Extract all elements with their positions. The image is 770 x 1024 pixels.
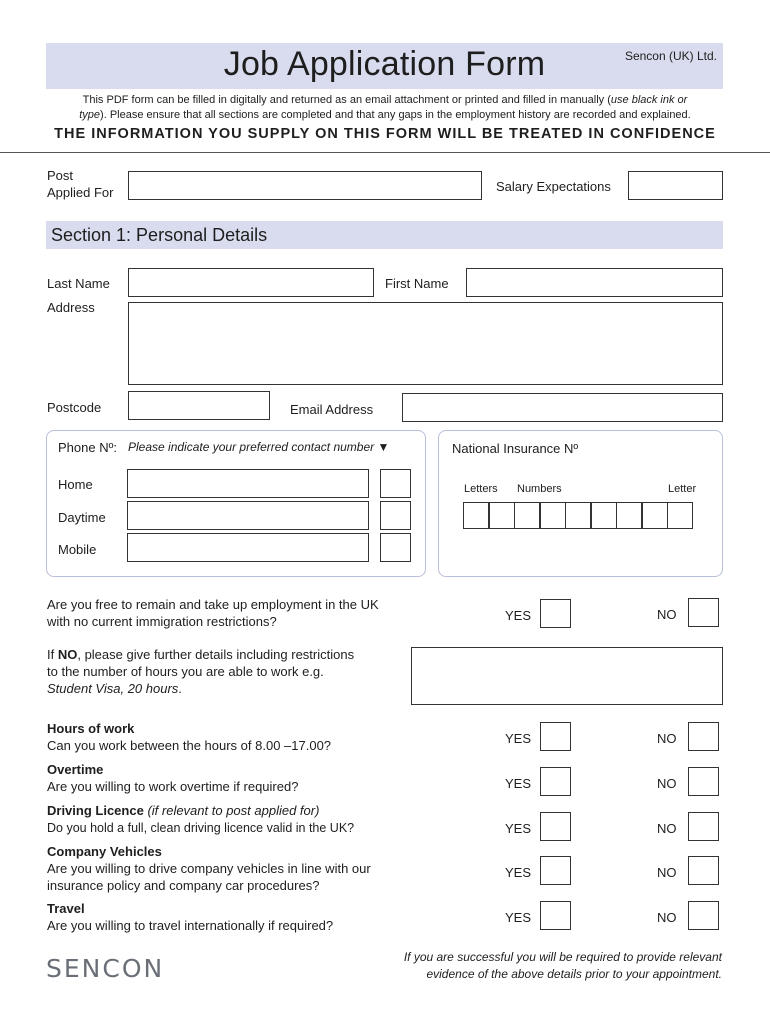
immigration-details-label: If NO, please give further details including restrictions to the number of hours you are able to work e.g. Student Visa, 20 hours. xyxy=(47,647,355,696)
email-label: Email Address xyxy=(290,402,374,417)
phone-mobile-input[interactable] xyxy=(127,533,369,562)
header-band xyxy=(46,43,723,89)
hours-no-checkbox[interactable] xyxy=(688,722,719,751)
phone-hint: Please indicate your preferred contact number ▼ xyxy=(128,440,390,454)
question-hours xyxy=(0,720,770,765)
ni-cell[interactable] xyxy=(616,502,642,529)
section1-title: Section 1: Personal Details xyxy=(51,225,268,245)
ni-cell[interactable] xyxy=(591,502,617,529)
ni-cell[interactable] xyxy=(642,502,668,529)
phone-home-input[interactable] xyxy=(127,469,369,498)
section1-band xyxy=(46,221,723,249)
driving-yes-checkbox[interactable] xyxy=(540,812,571,841)
yes-label: YES xyxy=(505,731,532,746)
ni-letter-label: Letter xyxy=(668,483,697,495)
hours-yes-checkbox[interactable] xyxy=(540,722,571,751)
yes-label: YES xyxy=(505,910,532,925)
post-applied-input[interactable] xyxy=(128,171,482,200)
phone-daytime-input[interactable] xyxy=(127,501,369,530)
phone-daytime-preferred-checkbox[interactable] xyxy=(380,501,411,530)
phone-daytime-label: Daytime xyxy=(58,510,106,525)
last-name-label: Last Name xyxy=(47,276,110,291)
phone-panel xyxy=(46,430,426,577)
last-name-input[interactable] xyxy=(128,268,374,297)
confidentiality-notice: THE INFORMATION YOU SUPPLY ON THIS FORM WILL BE TREATED IN CONFIDENCE xyxy=(54,126,716,142)
no-label: NO xyxy=(657,910,677,925)
vehicles-no-checkbox[interactable] xyxy=(688,856,719,885)
ni-letters-label: Letters xyxy=(464,483,498,495)
question-heading: Driving Licence xyxy=(47,803,144,818)
question-heading: Travel xyxy=(47,901,85,916)
phone-home-preferred-checkbox[interactable] xyxy=(380,469,411,498)
overtime-no-checkbox[interactable] xyxy=(688,767,719,796)
address-label: Address xyxy=(47,300,95,315)
salary-input[interactable] xyxy=(628,171,723,200)
postcode-input[interactable] xyxy=(128,391,270,420)
yes-label: YES xyxy=(505,865,532,880)
phone-label: Phone Nº: xyxy=(58,440,117,455)
first-name-label: First Name xyxy=(385,276,449,291)
postcode-label: Postcode xyxy=(47,400,102,415)
immigration-no-label: NO xyxy=(657,607,677,622)
phone-mobile-label: Mobile xyxy=(58,542,97,557)
immigration-yes-label: YES xyxy=(505,608,532,623)
question-text: Are you willing to travel internationally if required? xyxy=(47,918,334,933)
question-text: insurance policy and company car procedures? xyxy=(47,878,320,893)
ni-cell[interactable] xyxy=(463,502,489,529)
no-label: NO xyxy=(657,821,677,836)
question-heading-note: (if relevant to post applied for) xyxy=(147,803,320,818)
ni-cell[interactable] xyxy=(565,502,591,529)
question-travel xyxy=(0,900,770,945)
ni-panel xyxy=(438,430,723,577)
phone-mobile-preferred-checkbox[interactable] xyxy=(380,533,411,562)
question-heading: Hours of work xyxy=(47,721,135,736)
divider xyxy=(0,152,770,153)
travel-yes-checkbox[interactable] xyxy=(540,901,571,930)
ni-cell[interactable] xyxy=(514,502,540,529)
immigration-question: Are you free to remain and take up employment in the UK with no current immigration restrictions? xyxy=(47,597,379,629)
footer-note: If you are successful you will be required to provide relevant evidence of the above details prior to your appointment. xyxy=(403,950,722,981)
form-title: Job Application Form xyxy=(223,45,546,83)
question-text: Are you willing to work overtime if required? xyxy=(47,779,299,794)
post-applied-label: Post Applied For xyxy=(47,168,114,200)
salary-label: Salary Expectations xyxy=(496,179,611,194)
sencon-logo: SENCON xyxy=(46,954,165,983)
ni-numbers-label: Numbers xyxy=(517,483,562,495)
question-driving-licence xyxy=(0,802,770,847)
no-label: NO xyxy=(657,776,677,791)
intro-text: This PDF form can be filled in digitally and returned as an email attachment or printed and filled in manually (use black ink or type). Please ensure that all sections are completed and that any gaps in the employment history are recorded and explained. xyxy=(79,94,691,121)
yes-label: YES xyxy=(505,821,532,836)
question-text: Do you hold a full, clean driving licence valid in the UK? xyxy=(47,821,355,835)
first-name-input[interactable] xyxy=(466,268,723,297)
driving-no-checkbox[interactable] xyxy=(688,812,719,841)
ni-label: National Insurance Nº xyxy=(452,441,579,456)
question-heading: Company Vehicles xyxy=(47,844,162,859)
immigration-no-checkbox[interactable] xyxy=(688,598,719,627)
phone-home-label: Home xyxy=(58,477,93,492)
triangle-down-icon: ▼ xyxy=(377,440,390,454)
company-name: Sencon (UK) Ltd. xyxy=(624,49,717,63)
overtime-yes-checkbox[interactable] xyxy=(540,767,571,796)
address-input[interactable] xyxy=(128,302,723,385)
travel-no-checkbox[interactable] xyxy=(688,901,719,930)
question-text: Can you work between the hours of 8.00 –17.00? xyxy=(47,738,332,753)
email-input[interactable] xyxy=(402,393,723,422)
question-text: Are you willing to drive company vehicles in line with our xyxy=(47,861,371,876)
immigration-yes-checkbox[interactable] xyxy=(540,599,571,628)
ni-cell[interactable] xyxy=(667,502,693,529)
ni-cell[interactable] xyxy=(540,502,566,529)
no-label: NO xyxy=(657,865,677,880)
question-overtime xyxy=(0,761,770,806)
question-heading: Overtime xyxy=(47,762,104,777)
no-label: NO xyxy=(657,731,677,746)
yes-label: YES xyxy=(505,776,532,791)
question-company-vehicles xyxy=(0,843,770,898)
immigration-details-input[interactable] xyxy=(411,647,723,705)
vehicles-yes-checkbox[interactable] xyxy=(540,856,571,885)
ni-cells xyxy=(463,502,697,529)
ni-cell[interactable] xyxy=(489,502,515,529)
